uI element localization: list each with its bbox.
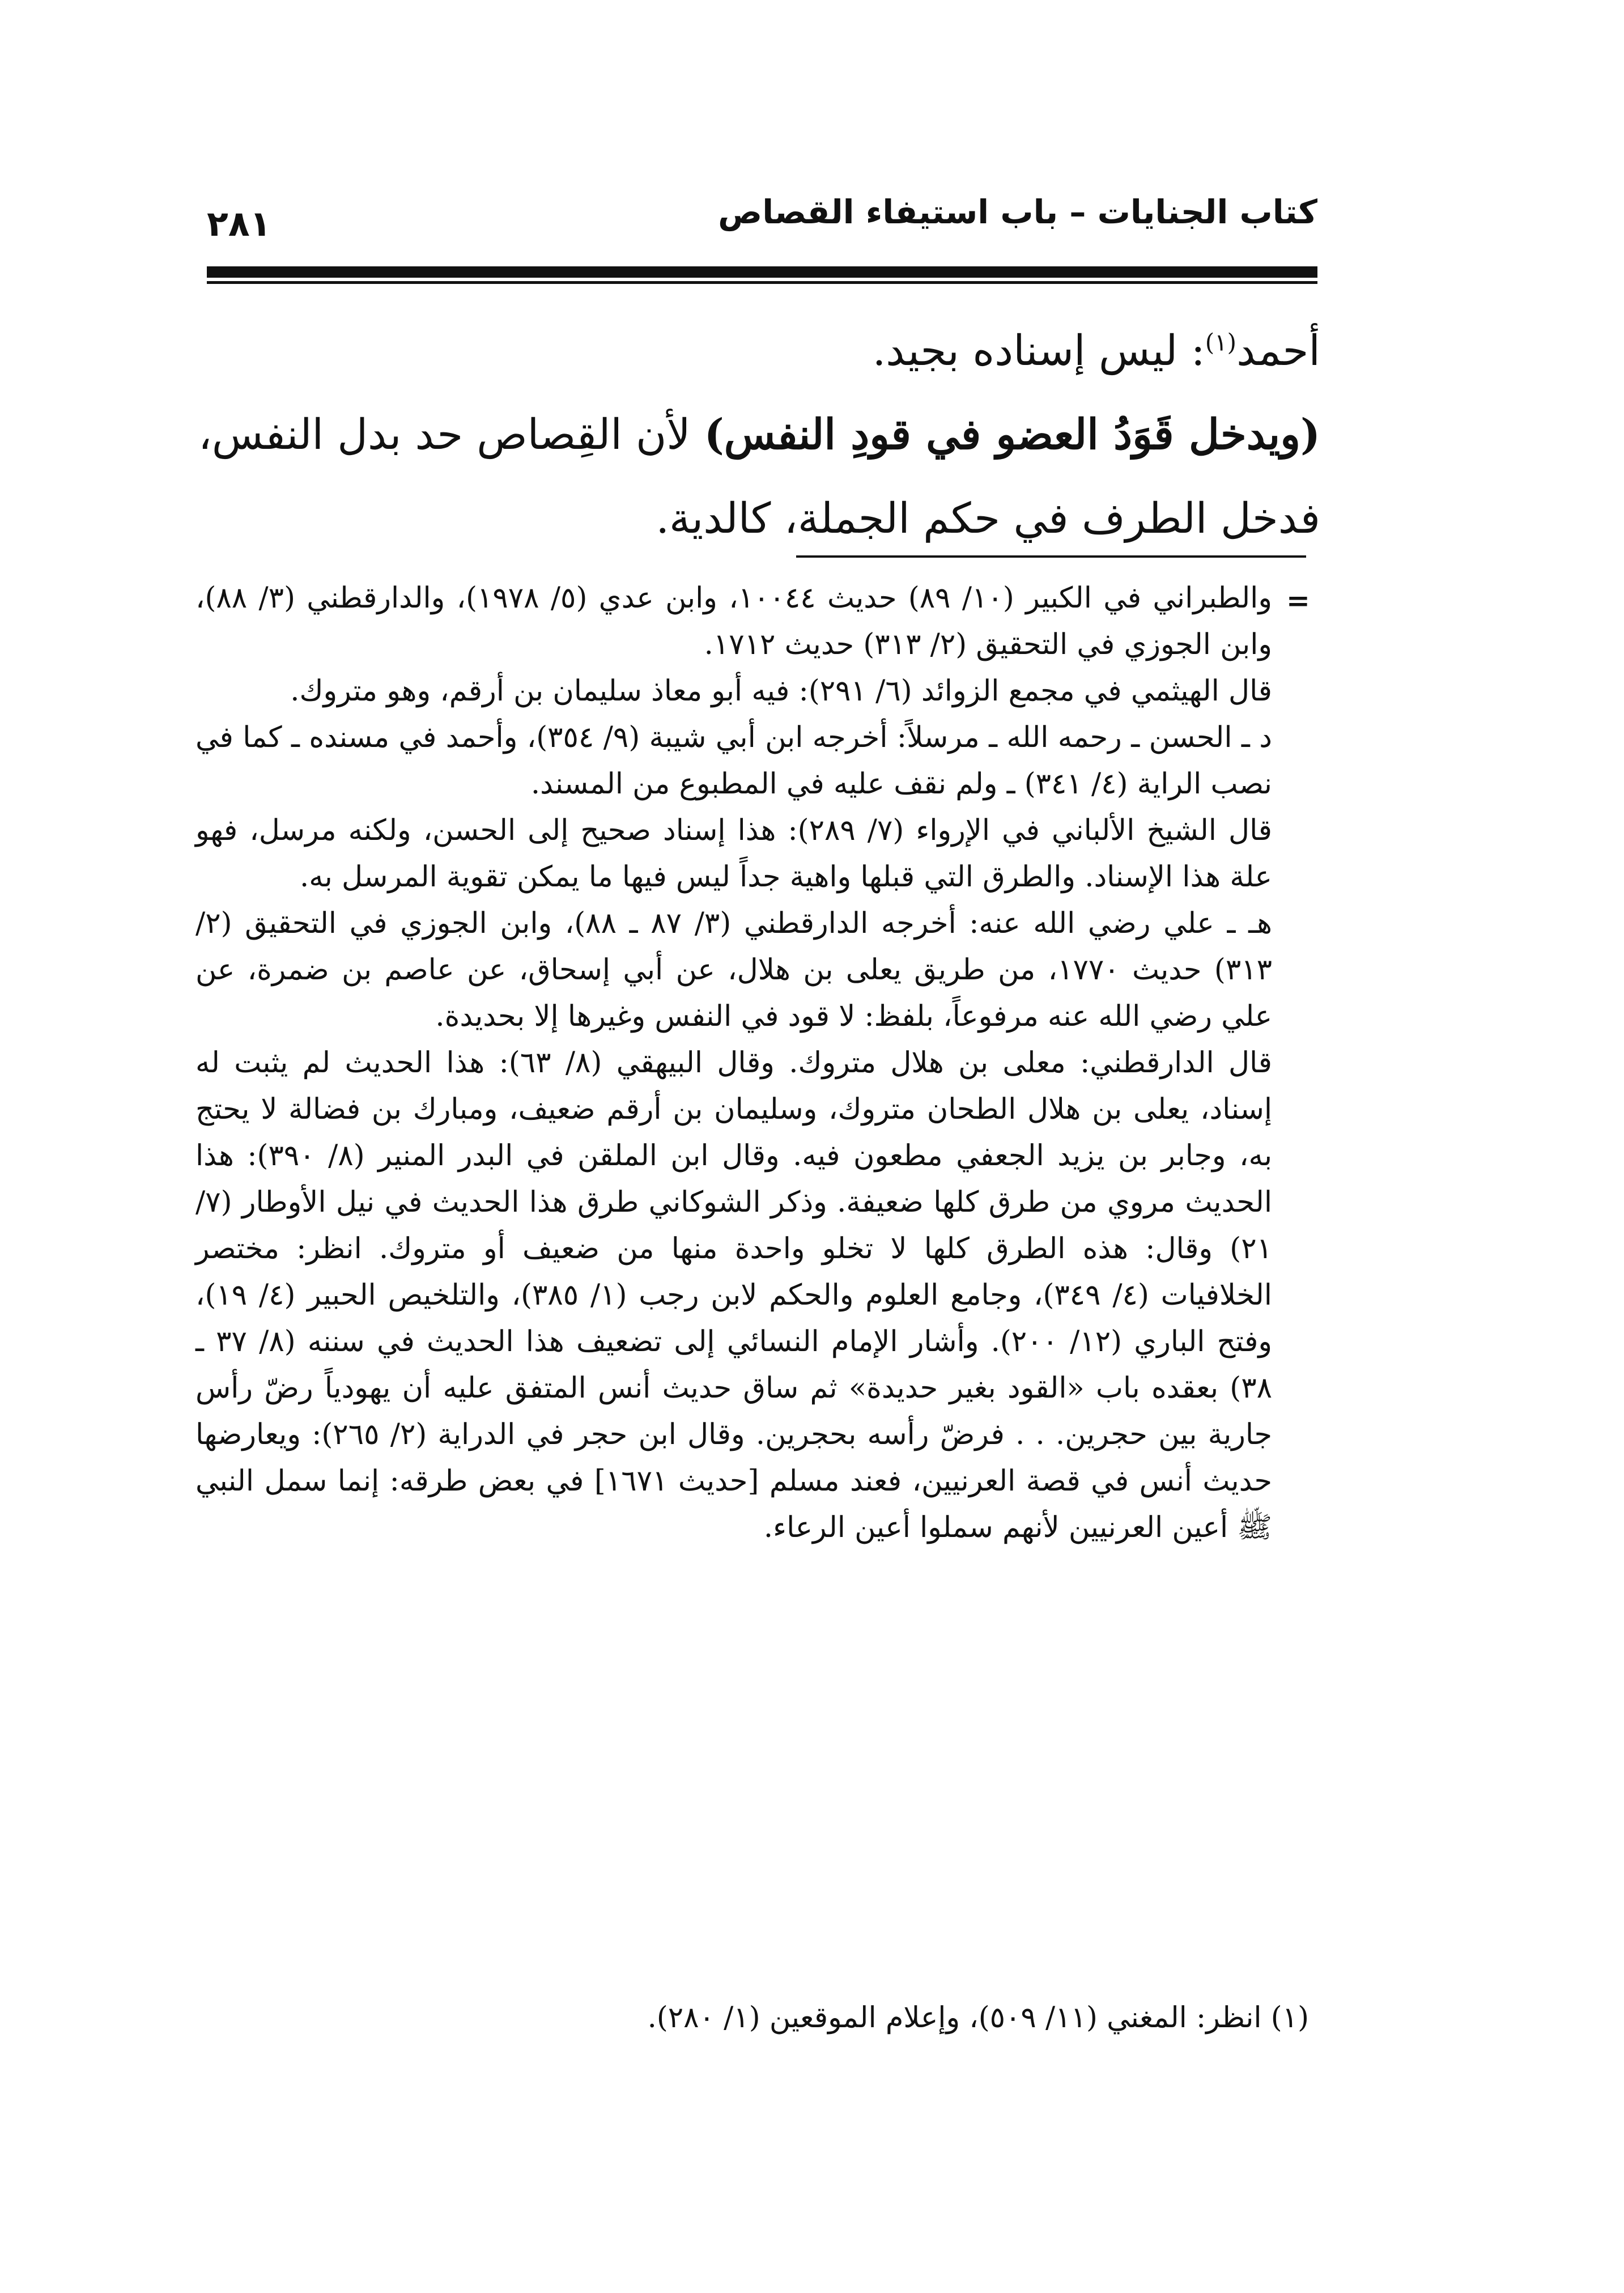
footnote-paragraph: د ـ الحسن ـ رحمه الله ـ مرسلاً: أخرجه ابن أبي شيبة (٩/ ٣٥٤)، وأحمد في مسنده ـ كما في نصب الراية (٤/ ٣٤١) ـ ولم نقف عليه في المطبوع من المسند. [195, 721, 1272, 801]
main-text [198, 309, 1320, 560]
main-line-1 [198, 309, 1320, 393]
page-header [207, 187, 1317, 261]
footnote-paragraph: قال الدارقطني: معلى بن هلال متروك. وقال البيهقي (٨/ ٦٣): هذا الحديث لم يثبت له إسناد، يعلى بن هلال الطحان متروك، وسليمان بن أرقم ضعيف، ومبارك بن فضالة لا يحتج به، وجابر بن يزيد الجعفي مطعون فيه. وقال ابن الملقن في البدر المنير (٨/ ٣٩٠): هذا الحديث مروي من طرق كلها ضعيفة. وذكر الشوكاني طرق هذا الحديث في نيل الأوطار (٧/ ٢١) وقال: هذه الطرق كلها لا تخلو واحدة منها من ضعيف أو متروك. انظر: مختصر الخلافيات (٤/ ٣٤٩)، وجامع العلوم والحكم لابن رجب (١/ ٣٨٥)، والتلخيص الحبير (٤/ ١٩)، وفتح الباري (١٢/ ٢٠٠). وأشار الإمام النسائي إلى تضعيف هذا الحديث في سننه (٨/ ٣٧ ـ ٣٨) بعقده باب «القود بغير حديدة» ثم ساق حديث أنس المتفق عليه أن يهودياً رضّ رأس جارية بين حجرين. . . فرضّ رأسه بحجرين. وقال ابن حجر في الدراية (٢/ ٢٦٥): ويعارضها حديث أنس في قصة العرنيين، فعند مسلم [حديث ١٦٧١] في بعض طرقه: إنما سمل النبي ﷺ أعين العرنيين لأنهم سملوا أعين الرعاء. [195, 1046, 1273, 1544]
footnote-paragraph: قال الهيثمي في مجمع الزوائد (٦/ ٢٩١): فيه أبو معاذ سليمان بن أرقم، وهو متروك. [290, 674, 1272, 708]
footnote-separator [796, 555, 1306, 558]
matn-quote: (ويدخل قَوَدُ العضو في قودِ النفس) [704, 410, 1320, 459]
footnote-paragraph: هـ ـ علي رضي الله عنه: أخرجه الدارقطني (٣/ ٨٧ ـ ٨٨)، وابن الجوزي في التحقيق (٢/ ٣١٣) حديث ١٧٧٠، من طريق يعلى بن هلال، عن أبي إسحاق، عن عاصم بن ضمرة، عن علي رضي الله عنه مرفوعاً، بلفظ: لا قود في النفس وغيرها إلا بحديدة. [195, 907, 1272, 1033]
footnote-1: (١) انظر: المغني (١١/ ٥٠٩)، وإعلام الموقعين (١/ ٢٨٠). [647, 2001, 1309, 2035]
footnote-continuation-mark: = [1286, 584, 1310, 617]
footnotes [195, 575, 1272, 1551]
footnote-paragraph: قال الشيخ الألباني في الإرواء (٧/ ٢٨٩): هذا إسناد صحيح إلى الحسن، ولكنه مرسل، فهو علة هذا الإسناد. والطرق التي قبلها واهية جداً ليس فيها ما يمكن تقوية المرسل به. [195, 814, 1272, 894]
main-line-1-post: : ليس إسناده بجيد. [872, 326, 1205, 375]
page-number: ٢٨١ [207, 203, 271, 244]
sharh-text: لأن القِصاص حد بدل النفس، فدخل الطرف في حكم الجملة، كالدية. [198, 410, 1320, 543]
main-line-1-pre: أحمد [1236, 326, 1320, 375]
footnote-paragraph: والطبراني في الكبير (١٠/ ٨٩) حديث ١٠٠٤٤، وابن عدي (٥/ ١٩٧٨)، والدارقطني (٣/ ٨٨)، وابن الجوزي في التحقيق (٢/ ٣١٣) حديث ١٧١٢. [195, 581, 1272, 661]
footnote-ref-1[interactable]: (١) [1205, 328, 1237, 356]
main-paragraph-2 [198, 393, 1320, 560]
running-title: كتاب الجنايات – باب استيفاء القصاص [718, 193, 1317, 231]
header-rule-thin [207, 281, 1317, 284]
header-rule-thick [207, 266, 1317, 278]
